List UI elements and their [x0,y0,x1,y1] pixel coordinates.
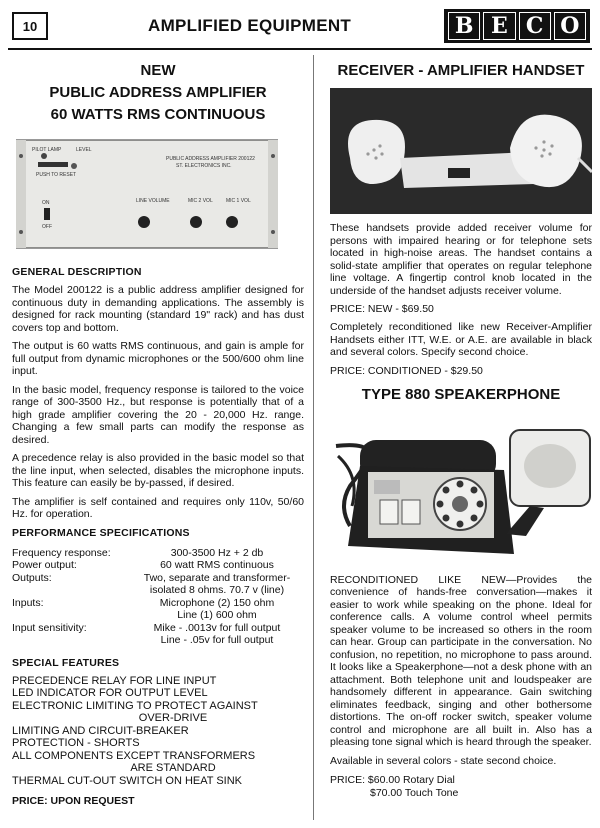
column-divider [313,55,314,820]
spec-row [12,634,304,647]
spec-row [12,547,304,560]
maker-plate: ST. ELECTRONICS INC. [176,163,232,169]
logo-letter: C [519,12,551,40]
general-paragraph: The Model 200122 is a public address amplifier designed for continuous duty in demanding applications. The assembly is designed for rack mounting (standard 19" rack) and has dust covers top and bottom. [12,284,304,334]
spec-row [12,622,304,635]
header-rule [8,48,592,50]
spec-row [12,609,304,622]
handset-photo [330,88,592,214]
spec-row [12,597,304,610]
section-title: AMPLIFIED EQUIPMENT [148,16,352,35]
logo-letter: O [554,12,586,40]
headline-line: 60 WATTS RMS CONTINUOUS [50,106,266,123]
spec-label: Input sensitivity: [12,621,87,634]
general-paragraph: A precedence relay is also provided in the basic model so that the line input, when selected, disables the microphone inputs. This feature can easily be by-passed, if desired. [12,452,304,489]
general-paragraph: The output is 60 watts RMS continuous, and gain is ample for full output from dynamic microphones or the 500/600 ohm line input. [12,340,304,377]
general-paragraph: The amplifier is self contained and requires only 110v, 50/60 Hz. for operation. [12,495,304,520]
reconditioned-description: Completely reconditioned like new Receiver-Amplifier Handsets either ITT, W.E. or A.E. are available in black and several colors. Specify second choice. [330,321,592,358]
feature-item: LED INDICATOR FOR OUTPUT LEVEL [12,687,208,699]
logo-letter: E [483,12,515,40]
handset-heading: RECEIVER - AMPLIFIER HANDSET [337,62,585,79]
speakerphone-heading: TYPE 880 SPEAKERPHONE [361,385,561,403]
feature-item: ELECTRONIC LIMITING TO PROTECT AGAINST [12,699,258,712]
general-paragraph: In the basic model, frequency response is tailored to the voice range of 300-3500 Hz., but response is potentially that of a high grade amplifier covering the 20 - 20,000 Hz. range. Changing a few small parts can modify the response as desired. [12,383,304,446]
spec-value: 60 watt RMS continuous [160,559,274,571]
spec-row [12,572,304,585]
handset-price-new: PRICE: NEW - $69.50 [330,303,434,315]
feature-item: PRECEDENCE RELAY FOR LINE INPUT [12,674,217,687]
pilot-lamp-label: PILOT LAMP [32,147,62,153]
spec-value: Line - .05v for full output [160,634,274,646]
spec-row [12,584,304,597]
amplifier-headline [12,60,304,126]
spec-value: Mike - .0013v for full output [153,621,281,634]
features-list [12,675,304,788]
spec-value: Microphone (2) 150 ohm [159,596,275,609]
headline-line: PUBLIC ADDRESS AMPLIFIER [49,84,267,101]
logo-letter: B [448,12,480,40]
feature-item: LIMITING AND CIRCUIT-BREAKER [12,724,189,737]
feature-item: OVER-DRIVE [138,712,208,724]
specs-table [12,547,304,647]
spec-label: Outputs: [12,571,52,584]
spec-value: Line (1) 600 ohm [177,609,257,621]
availability-note: Available in several colors - state second choice. [330,754,557,767]
headline-line: NEW [140,62,176,79]
speakerphone-price-rotary: PRICE: $60.00 Rotary Dial [330,773,455,786]
spec-label: Power output: [12,559,77,571]
right-column [330,60,592,800]
amplifier-illustration [16,134,278,252]
beco-logo [444,9,590,43]
feature-item: PROTECTION - SHORTS [12,737,140,749]
mic1-volume-label: MIC 1 VOL [226,198,251,204]
spec-row [12,559,304,572]
spec-label: Inputs: [12,596,44,609]
spec-label: Frequency response: [12,546,111,559]
feature-item: THERMAL CUT-OUT SWITCH ON HEAT SINK [12,774,242,787]
handset-price-conditioned: PRICE: CONDITIONED - $29.50 [330,364,483,377]
model-plate: PUBLIC ADDRESS AMPLIFIER 200122 [166,156,255,162]
performance-heading: PERFORMANCE SPECIFICATIONS [12,526,190,539]
mic2-volume-label: MIC 2 VOL [188,198,213,204]
on-label: ON [42,200,50,206]
feature-item: ARE STANDARD [130,762,216,774]
off-label: OFF [42,224,52,230]
spec-value: Two, separate and transformer- [143,571,291,584]
feature-item: ALL COMPONENTS EXCEPT TRANSFORMERS [12,749,256,762]
speakerphone-price-touch: $70.00 Touch Tone [370,786,459,799]
speakerphone-illustration [330,416,592,566]
push-reset-label: PUSH TO RESET [36,172,77,178]
amplifier-photo [16,134,278,252]
general-heading: GENERAL DESCRIPTION [12,266,142,278]
page-header [8,6,592,46]
handset-description: These handsets provide added receiver volume for persons with impaired hearing or for telephone sets located in high-noise areas. The handset contains a solid-state amplifier that operates on regular telephone line voltage. A fingertip control knob located in the underside of the handset adjusts receiver volume. [330,222,592,297]
line-volume-label: LINE VOLUME [136,198,170,204]
special-features-heading: SPECIAL FEATURES [12,656,120,669]
speakerphone-photo [330,416,592,566]
left-column [12,60,304,807]
spec-value: 300-3500 Hz + 2 db [170,546,264,559]
level-label: LEVEL [76,147,92,153]
amplifier-price: PRICE: UPON REQUEST [12,795,135,807]
page-number: 10 [12,12,48,40]
spec-value: isolated 8 ohms. 70.7 v (line) [149,584,285,596]
handset-illustration [330,88,592,214]
speakerphone-description: RECONDITIONED LIKE NEW—Provides the convenience of hands-free conversation—makes it easier to work while speaking on the phone. Ideal for conference calls. A volume control wheel permits speaker volume to be increased so others in the room can hear. Group can participate in the conversation. No confusion, no repetition, no microphone to pass around. It looks like a Speakerphone—not a desk phone with an attachment. Both telephone unit and loudspeaker are handsomely different in appearance. Gain switching eliminates feedback, singing and other bothersome distortions. The on-off rocker switch, speaker volume control and microphone are all built in. Also has a pleasing tone signal which is heard through the speaker. [330,573,592,748]
